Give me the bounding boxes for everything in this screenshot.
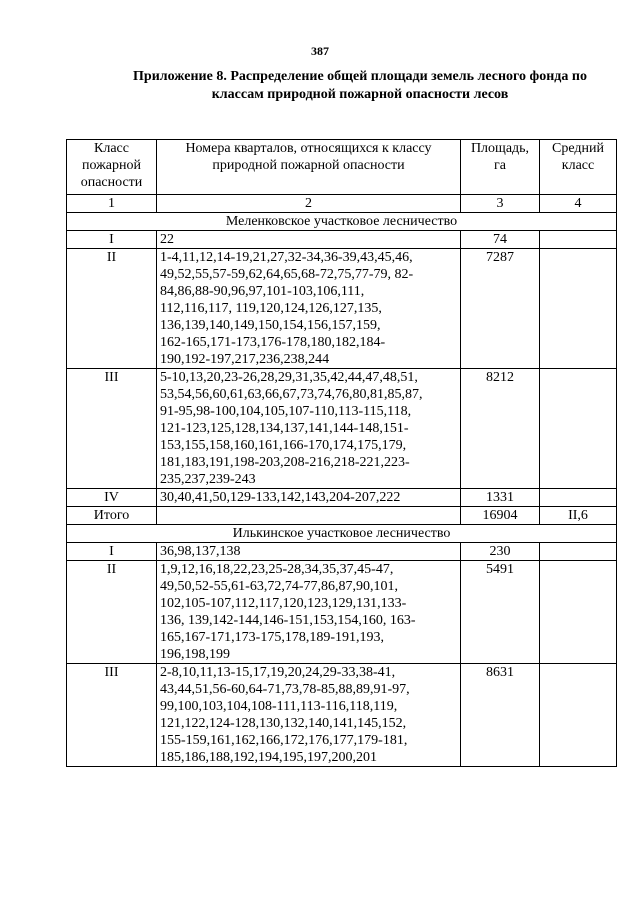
fire-danger-table [66, 139, 617, 767]
quarter-list-cell: 2-8,10,11,13-15,17,19,20,24,29-33,38-41, 43,44,51,56-60,64-71,73,78-85,88,89,91-97, 99,100,103,104,108-111,113-116,118,119, 121,122,124-128,130,132,140,141,145,152, 155-159,161,162,166,172,176,177,179-181, 185,186,188,192,194,195,197,200,201 [157, 664, 461, 767]
quarter-list-cell: 1,9,12,16,18,22,23,25-28,34,35,37,45-47, 49,50,52-55,61-63,72,74-77,86,87,90,101, 102,105-107,112,117,120,123,129,131,133- 136, 139,142-144,146-151,153,154,160, 163- 165,167-171,173-175,178,189-191,193, 196,198,199 [157, 561, 461, 664]
area-cell: 230 [461, 543, 540, 561]
header-fire-class: Класс пожарной опасности [67, 140, 157, 195]
area-cell: 8631 [461, 664, 540, 767]
fire-class-cell: IV [67, 489, 157, 507]
fire-class-cell: III [67, 369, 157, 489]
average-class-cell [540, 543, 617, 561]
area-cell: 74 [461, 231, 540, 249]
quarter-list-cell: 30,40,41,50,129-133,142,143,204-207,222 [157, 489, 461, 507]
average-class-cell [540, 561, 617, 664]
fire-class-cell: I [67, 543, 157, 561]
quarter-list-cell: 1-4,11,12,14-19,21,27,32-34,36-39,43,45,46, 49,52,55,57-59,62,64,65,68-72,75,77-79, 82- 84,86,88-90,96,97,101-103,106,111, 112,116,117, 119,120,124,126,127,135, 136,139,140,149,150,154,156,157,159, 162-165,171-173,176-178,180,182,184- 190,192-197,217,236,238,244 [157, 249, 461, 369]
total-average-class: II,6 [540, 507, 617, 525]
area-cell: 1331 [461, 489, 540, 507]
section-row [67, 213, 617, 231]
column-number: 4 [540, 195, 617, 213]
average-class-cell [540, 369, 617, 489]
section-title: Илькинское участковое лесничество [67, 525, 617, 543]
document-title [80, 68, 640, 104]
title-line-2: классам природной пожарной опасности лесов [211, 87, 509, 102]
area-cell: 5491 [461, 561, 540, 664]
table-header-row [67, 140, 617, 195]
column-number: 1 [67, 195, 157, 213]
fire-class-cell: III [67, 664, 157, 767]
average-class-cell [540, 231, 617, 249]
average-class-cell [540, 664, 617, 767]
column-number: 3 [461, 195, 540, 213]
total-empty-cell [157, 507, 461, 525]
page-number: 387 [311, 44, 329, 58]
area-cell: 7287 [461, 249, 540, 369]
table-row [67, 231, 617, 249]
section-title: Меленковское участковое лесничество [67, 213, 617, 231]
total-row [67, 507, 617, 525]
quarter-list-cell: 22 [157, 231, 461, 249]
column-number: 2 [157, 195, 461, 213]
table-row [67, 561, 617, 664]
section-row [67, 525, 617, 543]
total-area: 16904 [461, 507, 540, 525]
fire-class-cell: I [67, 231, 157, 249]
area-cell: 8212 [461, 369, 540, 489]
table-row [67, 249, 617, 369]
table-row [67, 489, 617, 507]
title-line-1: Приложение 8. Распределение общей площади земель лесного фонда по [133, 69, 587, 84]
average-class-cell [540, 489, 617, 507]
table-row [67, 369, 617, 489]
fire-class-cell: II [67, 561, 157, 664]
table-row [67, 543, 617, 561]
quarter-list-cell: 36,98,137,138 [157, 543, 461, 561]
header-quarter-numbers: Номера кварталов, относящихся к классу природной пожарной опасности [157, 140, 461, 195]
average-class-cell [540, 249, 617, 369]
header-average-class: Средний класс [540, 140, 617, 195]
header-area: Площадь, га [461, 140, 540, 195]
quarter-list-cell: 5-10,13,20,23-26,28,29,31,35,42,44,47,48,51, 53,54,56,60,61,63,66,67,73,74,76,80,81,85,87, 91-95,98-100,104,105,107-110,113-115,118, 121-123,125,128,134,137,141,144-148,151- 153,155,158,160,161,166-170,174,175,179, 181,183,191,198-203,208-216,218-221,223- 235,237,239-243 [157, 369, 461, 489]
column-number-row [67, 195, 617, 213]
fire-class-cell: II [67, 249, 157, 369]
table-row [67, 664, 617, 767]
total-label: Итого [67, 507, 157, 525]
